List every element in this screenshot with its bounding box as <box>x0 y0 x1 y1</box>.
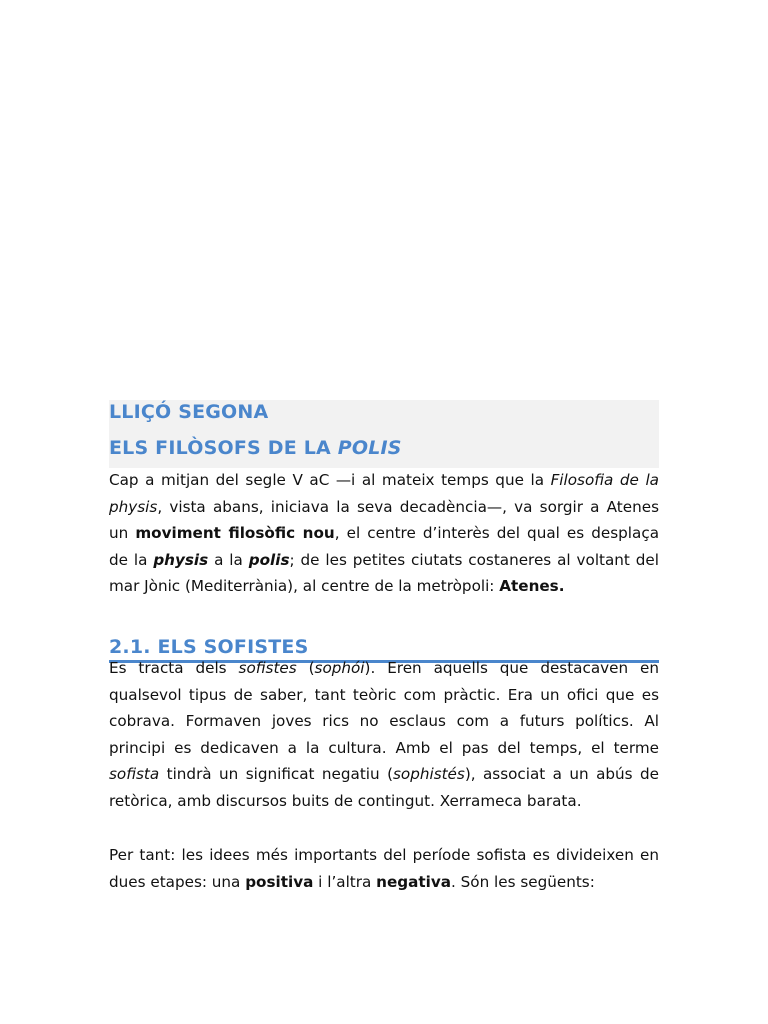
bold-italic-run: physis <box>153 550 209 569</box>
summary-paragraph <box>109 842 659 895</box>
text-run: , vista abans, iniciava la seva decadència—, va sorgir a Atenes un <box>109 497 659 543</box>
lesson-heading: LLIÇÓ SEGONA <box>109 401 269 423</box>
title-emphasis: POLIS <box>337 437 402 459</box>
document-content <box>109 400 659 891</box>
italic-run: sophói <box>314 659 365 677</box>
bold-run: negativa <box>376 872 452 891</box>
intro-paragraph <box>109 467 659 600</box>
title-prefix: ELS FILÒSOFS DE LA <box>109 437 338 459</box>
text-run: Cap a mitjan del segle V aC —i al mateix temps que la <box>109 471 551 489</box>
text-run: tindrà un significat negatiu ( <box>159 765 393 784</box>
text-run: Es tracta dels <box>109 659 239 677</box>
bold-italic-run: polis <box>248 550 290 569</box>
text-run: ), associat a un abús de retòrica, amb discursos buits de contingut. Xerrameca barata. <box>109 765 659 810</box>
text-run: i l’altra <box>313 872 377 891</box>
text-run: a la <box>208 550 249 569</box>
italic-run: sofistes <box>238 659 297 677</box>
bold-run: positiva <box>245 872 314 891</box>
title-box <box>109 400 659 468</box>
text-run: . Són les següents: <box>451 872 595 891</box>
sophists-paragraph <box>109 655 659 815</box>
text-run: Per tant: les idees més importants del període sofista es divideixen en dues etapes: una <box>109 846 659 891</box>
page-title <box>109 436 402 460</box>
text-run: ( <box>296 659 315 677</box>
text-run: ; de les petites ciutats costaneres al voltant del mar Jònic (Mediterrània), al centre de la metròpoli: <box>109 550 659 596</box>
bold-run: moviment filosòfic nou <box>135 524 335 543</box>
section-heading-text: 2.1. ELS SOFISTES <box>109 636 309 658</box>
italic-run: sophistés <box>393 765 465 784</box>
text-run: , el centre d’interès del qual es desplaça de la <box>109 524 659 569</box>
italic-run: Filosofia de la physis <box>109 471 659 516</box>
text-run: ). Eren aquells que destacaven en qualsevol tipus de saber, tant teòric com pràctic. Era un ofici que es cobrava. Formaven joves rics no esclaus com a futurs polítics. Al principi es dedicaven a la cultura. Amb el pas del temps, el terme <box>109 659 659 757</box>
italic-run: sofista <box>109 765 160 784</box>
bold-run: Atenes. <box>499 577 565 596</box>
